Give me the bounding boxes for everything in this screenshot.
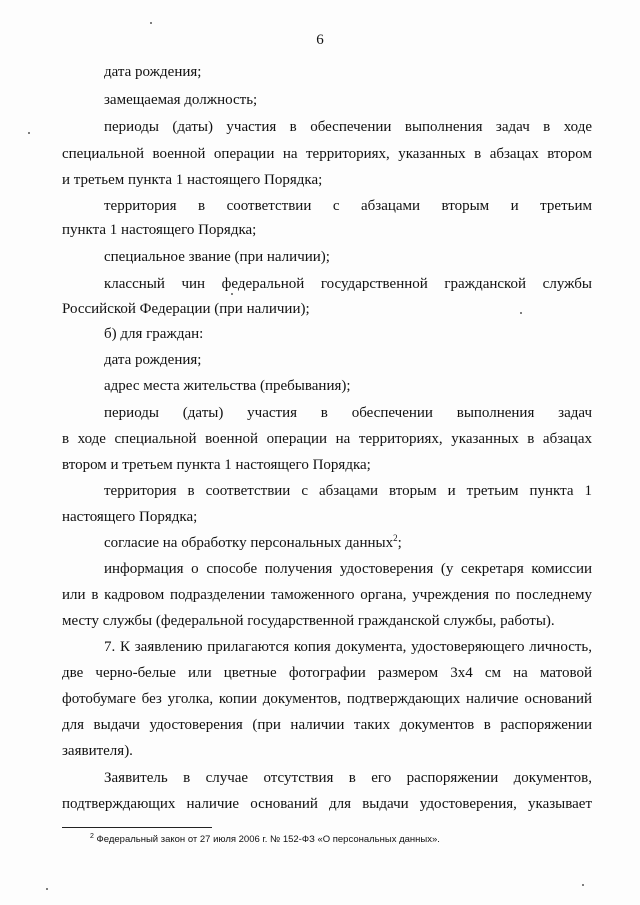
text-line: или в кадровом подразделении таможенного органа, учреждения по последнему (62, 587, 592, 603)
text-line: информация о способе получения удостоверения (у секретаря комиссии (104, 561, 592, 577)
page-number: 6 (316, 32, 324, 48)
text-line: дата рождения; (104, 352, 202, 368)
footnote (90, 834, 590, 846)
text-line: для выдачи удостоверения (при наличии таких документов в распоряжении (62, 717, 592, 733)
footnote-reference: 2 (393, 533, 398, 543)
scan-speck (46, 888, 48, 890)
footnote-text: Федеральный закон от 27 июля 2006 г. № 152-ФЗ «О персональных данных». (93, 834, 440, 845)
text-line: 7. К заявлению прилагаются копия документа, удостоверяющего личность, (104, 639, 592, 655)
text-line: специальное звание (при наличии); (104, 249, 330, 265)
text-line: Заявитель в случае отсутствия в его распоряжении документов, (104, 770, 592, 786)
text-line: и третьем пункта 1 настоящего Порядка; (62, 172, 323, 188)
text-line: заявителя). (62, 743, 133, 759)
consent-line (104, 533, 592, 553)
text-line: территория в соответствии с абзацами вторым и третьим пункта 1 (104, 483, 592, 499)
scan-speck (520, 312, 522, 314)
text-line: пункта 1 настоящего Порядка; (62, 222, 257, 238)
text-line: согласие на обработку персональных данных (104, 535, 394, 551)
text-line: б) для граждан: (104, 326, 204, 342)
scan-speck (28, 132, 30, 134)
text-line: настоящего Порядка; (62, 509, 198, 525)
text-line: периоды (даты) участия в обеспечении выполнения задач (104, 405, 592, 421)
text-line: фотобумаге без уголка, копии документов, подтверждающих наличие оснований (62, 691, 592, 707)
scan-speck (231, 293, 233, 295)
text-line: специальной военной операции на территориях, указанных в абзацах втором (62, 146, 592, 162)
text-line: Российской Федерации (при наличии); (62, 301, 310, 317)
consent-line-end: ; (397, 535, 402, 551)
text-line: периоды (даты) участия в обеспечении выполнения задач в ходе (104, 119, 592, 135)
text-line: подтверждающих наличие оснований для выдачи удостоверения, указывает (62, 796, 592, 812)
text-line: втором и третьем пункта 1 настоящего Порядка; (62, 457, 371, 473)
text-line: месту службы (федеральной государственной гражданской службы, работы). (62, 613, 555, 629)
text-line: территория в соответствии с абзацами вторым и третьим (104, 198, 592, 214)
footnote-divider (62, 827, 212, 828)
text-line: в ходе специальной военной операции на территориях, указанных в абзацах (62, 431, 592, 447)
text-line: адрес места жительства (пребывания); (104, 378, 351, 394)
text-line: две черно-белые или цветные фотографии размером 3х4 см на матовой (62, 665, 592, 681)
scan-speck (150, 22, 152, 24)
scan-speck (582, 884, 584, 886)
text-line: классный чин федеральной государственной гражданской службы (104, 276, 592, 292)
text-line: дата рождения; (104, 64, 202, 80)
footnote-number: 2 (90, 832, 94, 840)
text-line: замещаемая должность; (104, 92, 258, 108)
